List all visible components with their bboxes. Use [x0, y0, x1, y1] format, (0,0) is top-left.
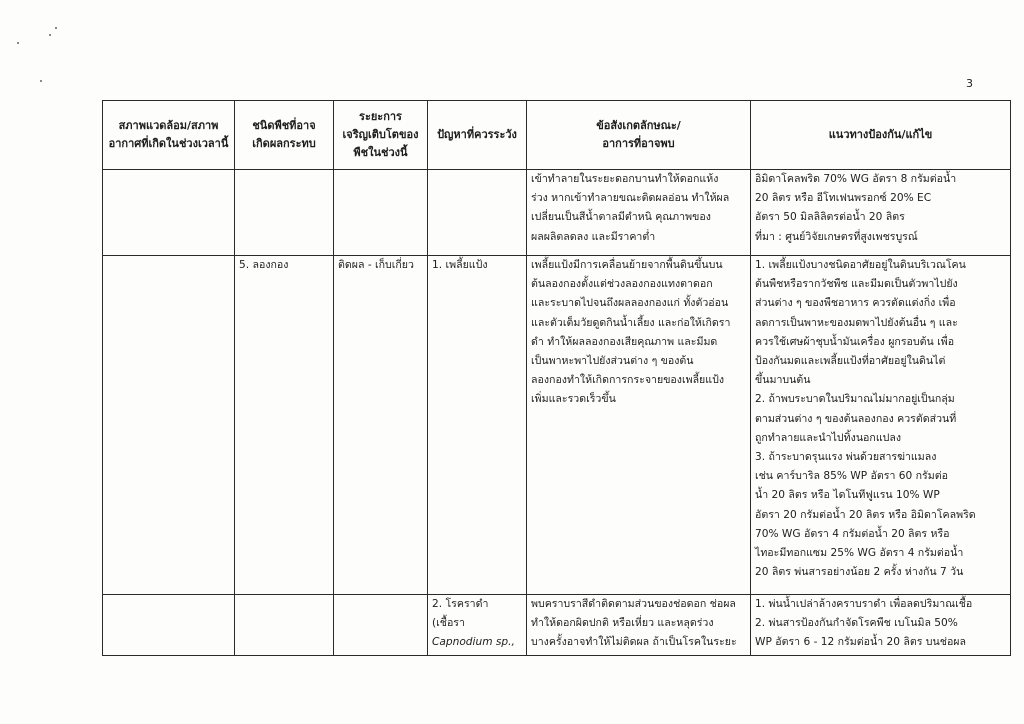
header-prevention: แนวทางป้องกัน/แก้ไข: [751, 101, 1011, 170]
cell-environment: [103, 595, 235, 656]
scan-speck: [17, 42, 19, 44]
page-number: 3: [966, 77, 973, 90]
table-header-row: [103, 101, 1011, 170]
scan-speck: [55, 27, 57, 29]
cell-symptoms: เพลี้ยแป้งมีการเคลื่อนย้ายจากพื้นดินขึ้นบน ต้นลองกองตั้งแต่ช่วงลองกองแทงตาดอก และระบาดไปจนถึงผลลองกองแก่ ทั้งตัวอ่อน และตัวเต็มวัยดูดกินน้ำเลี้ยง และก่อให้เกิดรา ดำ ทำให้ผลลองกองเสียคุณภาพ และมีมด เป็นพาหะพาไปยังส่วนต่าง ๆ ของต้น ลองกองทำให้เกิดการกระจายของเพลี้ยแป้ง เพิ่มและรวดเร็วขึ้น: [527, 256, 751, 595]
problem-pathogen-species: Capnodium sp.,: [432, 636, 515, 649]
problem-pathogen-label: (เชื้อรา: [432, 617, 465, 630]
cell-stage: ติดผล - เก็บเกี่ยว: [334, 256, 428, 595]
header-symptoms: ข้อสังเกตลักษณะ/ อาการที่อาจพบ: [527, 101, 751, 170]
cell-prevention: อิมิดาโคลพริด 70% WG อัตรา 8 กรัมต่อน้ำ 20 ลิตร หรือ อีโทเฟนพรอกซ์ 20% EC อัตรา 50 มิลลิลิตรต่อน้ำ 20 ลิตร ที่มา : ศูนย์วิจัยเกษตรที่สูงเพชรบูรณ์: [751, 170, 1011, 256]
cell-stage: [334, 170, 428, 256]
pest-management-table: [102, 100, 1011, 656]
header-problem: ปัญหาที่ควรระวัง: [428, 101, 527, 170]
cell-crop: [235, 170, 334, 256]
header-crop: ชนิดพืชที่อาจ เกิดผลกระทบ: [235, 101, 334, 170]
cell-prevention: 1. เพลี้ยแป้งบางชนิดอาศัยอยู่ในดินบริเวณโคน ต้นพืชหรือรากวัชพืช และมีมดเป็นตัวพาไปยัง ส่วนต่าง ๆ ของพืชอาหาร ควรตัดแต่งกิ่ง เพื่อ ลดการเป็นพาหะของมดพาไปยังต้นอื่น ๆ และ ควรใช้เศษผ้าชุบน้ำมันเครื่อง ผูกรอบต้น เพื่อ ป้องกันมดและเพลี้ยแป้งที่อาศัยอยู่ในดินไต่ ขึ้นมาบนต้น 2. ถ้าพบระบาดในปริมาณไม่มากอยู่เป็นกลุ่ม ตามส่วนต่าง ๆ ของต้นลองกอง ควรตัดส่วนที่ ถูกทำลายและนำไปทิ้งนอกแปลง 3. ถ้าระบาดรุนแรง พ่นด้วยสารฆ่าแมลง เช่น คาร์บาริล 85% WP อัตรา 60 กรัมต่อ น้ำ 20 ลิตร หรือ ไดโนทีฟูแรน 10% WP อัตรา 20 กรัมต่อน้ำ 20 ลิตร หรือ อิมิดาโคลพริด 70% WG อัตรา 4 กรัมต่อน้ำ 20 ลิตร หรือ ไทอะมีทอกแซม 25% WG อัตรา 4 กรัมต่อน้ำ 20 ลิตร พ่นสารอย่างน้อย 2 ครั้ง ห่างกัน 7 วัน: [751, 256, 1011, 595]
cell-environment: [103, 256, 235, 595]
scan-speck: [49, 34, 51, 36]
cell-environment: [103, 170, 235, 256]
header-environment: สภาพแวดล้อม/สภาพ อากาศที่เกิดในช่วงเวลานี้: [103, 101, 235, 170]
cell-crop: [235, 595, 334, 656]
scan-speck: [40, 80, 42, 82]
cell-symptoms: เข้าทำลายในระยะดอกบานทำให้ดอกแห้ง ร่วง หากเข้าทำลายขณะติดผลอ่อน ทำให้ผล เปลี่ยนเป็นสีน้ำตาลมีตำหนิ คุณภาพของ ผลผลิตลดลง และมีราคาต่ำ: [527, 170, 751, 256]
cell-stage: [334, 595, 428, 656]
table-row: [103, 256, 1011, 595]
table-row: [103, 595, 1011, 656]
header-growth-stage: ระยะการ เจริญเติบโตของ พืชในช่วงนี้: [334, 101, 428, 170]
cell-crop: 5. ลองกอง: [235, 256, 334, 595]
cell-problem: 1. เพลี้ยแป้ง: [428, 256, 527, 595]
cell-prevention: 1. พ่นน้ำเปล่าล้างคราบราดำ เพื่อลดปริมาณเชื้อ 2. พ่นสารป้องกันกำจัดโรคพืช เบโนมิล 50% WP อัตรา 6 - 12 กรัมต่อน้ำ 20 ลิตร บนช่อผล: [751, 595, 1011, 656]
cell-problem: [428, 595, 527, 656]
cell-problem: [428, 170, 527, 256]
problem-name: 2. โรคราดำ: [432, 598, 489, 610]
cell-symptoms: พบคราบราสีดำติดตามส่วนของช่อดอก ช่อผล ทำให้ดอกผิดปกติ หรือเหี่ยว และหลุดร่วง บางครั้งอาจทำให้ไม่ติดผล ถ้าเป็นโรคในระยะ: [527, 595, 751, 656]
table-row: [103, 170, 1011, 256]
